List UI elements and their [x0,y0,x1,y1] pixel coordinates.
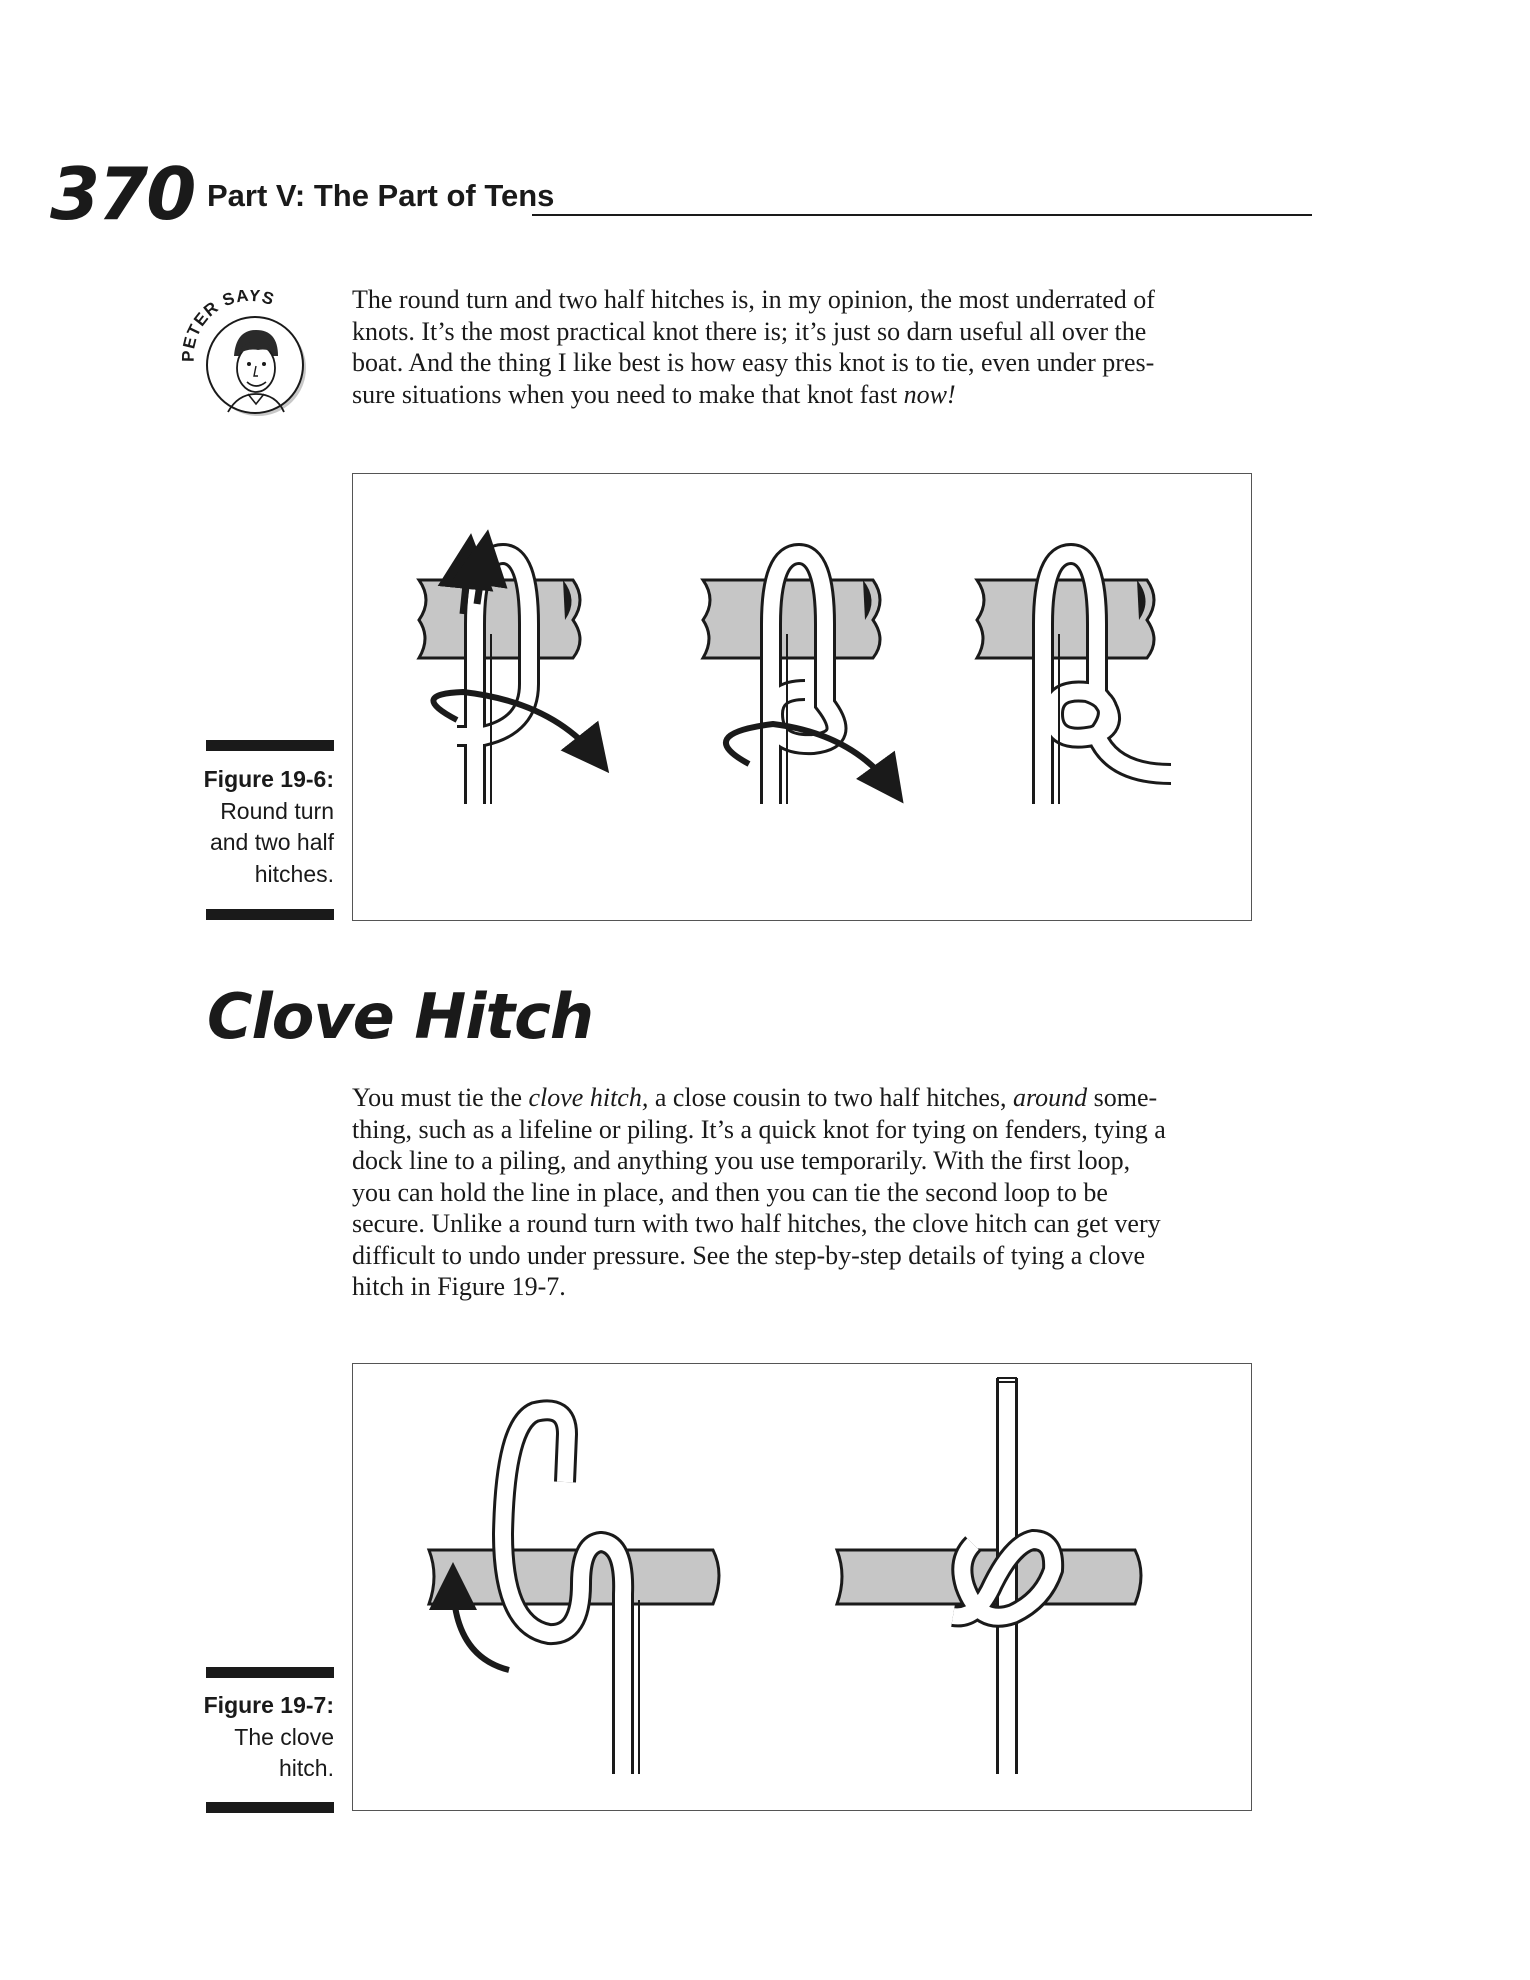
clove-hitch-step-2 [837,1378,1141,1774]
tip-line-4: sure situations when you need to make that knot fast [352,379,904,409]
tip-emphasis: now! [903,379,956,409]
round-turn-step-1 [419,550,598,804]
tip-paragraph [352,284,1314,410]
figure-19-7-top-bar [206,1667,334,1678]
figure-19-7-label: Figure 19-7: [203,1692,334,1718]
clove-line-3: dock line to a piling, and anything you use temporarily. With the first loop, [352,1146,1131,1175]
clove-line-1b: a close cousin to two half hitches, [648,1083,1013,1112]
clove-line-5: secure. Unlike a round turn with two half hitches, the clove hitch can get very [352,1209,1161,1238]
tip-line-3: boat. And the thing I like best is how easy this knot is to tie, even under pres- [352,348,1155,377]
page-number: 370 [50,152,195,236]
clove-line-1a: You must tie the [352,1083,529,1112]
clove-line-6: difficult to undo under pressure. See the step-by-step details of tying a clove [352,1240,1146,1270]
clove-emphasis-1: clove hitch, [528,1083,649,1112]
header-rule [532,214,1312,216]
tip-line-1: The round turn and two half hitches is, in my opinion, the most underrated of [352,285,1155,314]
peter-says-label: PETER SAYS [178,290,278,363]
figure-19-7-caption-line: hitch. [279,1755,334,1781]
figure-19-6-caption-line: hitches. [254,860,334,887]
peter-says-icon [178,290,318,430]
figure-19-6-caption-line: and two half [209,829,334,855]
figure-19-6-caption [196,764,334,890]
figure-19-7-caption-line: The clove [234,1723,334,1750]
figure-19-6-top-bar [206,740,334,751]
figure-19-7-bottom-bar [206,1802,334,1813]
running-head: Part V: The Part of Tens [207,178,555,213]
figure-19-6-bottom-bar [206,909,334,920]
figure-19-7-illustration [352,1363,1252,1811]
clove-hitch-step-1 [429,1410,719,1774]
clove-emphasis-2: around [1012,1083,1088,1112]
figure-19-6-illustration [352,473,1252,921]
clove-line-2: thing, such as a lifeline or piling. It’s a quick knot for tying on fenders, tying a [352,1114,1166,1144]
figure-19-6-caption-line: Round turn [220,797,334,824]
clove-line-1c: some- [1087,1083,1158,1112]
clove-line-7: hitch in Figure 19-7. [352,1272,566,1301]
clove-line-4: you can hold the line in place, and then you can tie the second loop to be [352,1177,1108,1207]
figure-19-7-caption [196,1690,334,1785]
section-title: Clove Hitch [207,980,594,1053]
figure-19-6-label: Figure 19-6: [203,766,334,792]
tip-line-2: knots. It’s the most practical knot there is; it’s just so darn useful all over the [352,316,1147,346]
round-turn-step-3 [977,554,1171,804]
round-turn-step-2 [703,554,893,804]
clove-paragraph [352,1082,1314,1303]
